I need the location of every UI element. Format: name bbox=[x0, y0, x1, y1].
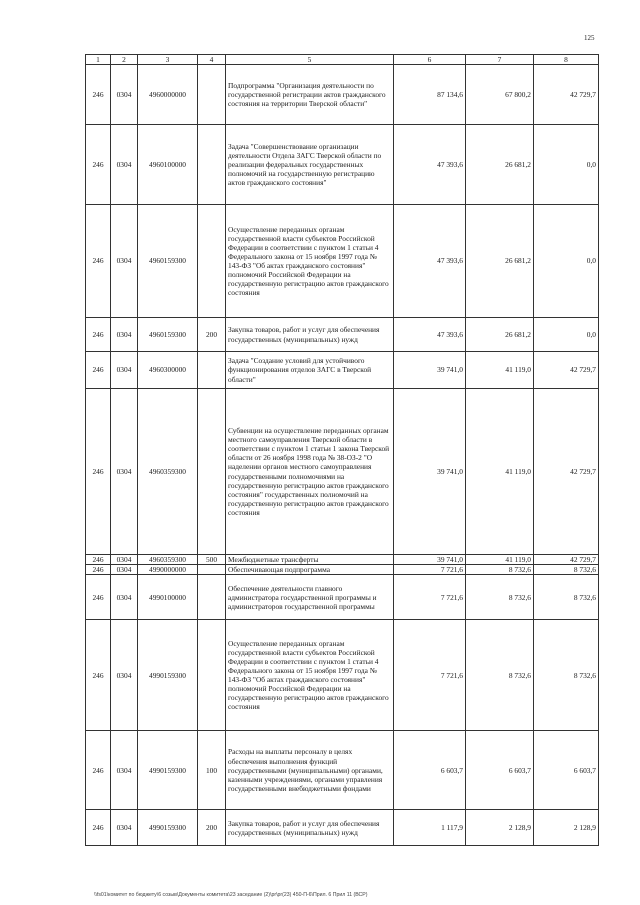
cell-csr: 4960359300 bbox=[138, 389, 198, 555]
cell-amount-2: 8 732,6 bbox=[466, 565, 534, 575]
table-row bbox=[86, 620, 599, 731]
cell-amount-1: 39 741,0 bbox=[394, 389, 466, 555]
cell-amount-2: 41 119,0 bbox=[466, 352, 534, 389]
cell-gr: 246 bbox=[86, 810, 111, 846]
cell-amount-2: 26 681,2 bbox=[466, 318, 534, 352]
cell-amount-2: 41 119,0 bbox=[466, 389, 534, 555]
cell-description: Субвенции на осуществление переданных органам местного самоуправления Тверской области в соответствии с пунктом 1 статьи 1 закона Тверской области от 26 ноября 1998 года № 38-ОЗ-2 "О наделении органов местного самоуправления государственными полномочиями на государственную регистрацию актов гражданского состояния" государственных полномочий на государственную регистрацию актов гражданского состояния bbox=[226, 389, 394, 555]
cell-gr: 246 bbox=[86, 125, 111, 205]
table-row bbox=[86, 125, 599, 205]
cell-amount-1: 47 393,6 bbox=[394, 205, 466, 318]
table-row bbox=[86, 575, 599, 620]
cell-amount-1: 87 134,6 bbox=[394, 65, 466, 125]
cell-rz-pr: 0304 bbox=[111, 125, 138, 205]
cell-amount-3: 42 729,7 bbox=[534, 352, 599, 389]
cell-vr bbox=[198, 65, 226, 125]
cell-amount-3: 0,0 bbox=[534, 318, 599, 352]
cell-rz-pr: 0304 bbox=[111, 65, 138, 125]
cell-amount-1: 1 117,9 bbox=[394, 810, 466, 846]
cell-amount-1: 39 741,0 bbox=[394, 555, 466, 565]
cell-csr: 4990000000 bbox=[138, 565, 198, 575]
cell-rz-pr: 0304 bbox=[111, 810, 138, 846]
cell-gr: 246 bbox=[86, 205, 111, 318]
cell-description: Обеспечение деятельности главного администратора государственной программы и администраторов государственной программы bbox=[226, 575, 394, 620]
cell-vr bbox=[198, 125, 226, 205]
cell-description: Закупка товаров, работ и услуг для обеспечения государственных (муниципальных) нужд bbox=[226, 810, 394, 846]
cell-description: Осуществление переданных органам государственной власти субъектов Российской Федерации в соответствии с пунктом 1 статьи 4 Федерального закона от 15 ноября 1997 года № 143-ФЗ "Об актах гражданского состояния" полномочий Российской Федерации на государственную регистрацию актов гражданского состояния bbox=[226, 620, 394, 731]
cell-amount-3: 8 732,6 bbox=[534, 565, 599, 575]
column-header: 7 bbox=[466, 55, 534, 65]
cell-amount-2: 26 681,2 bbox=[466, 205, 534, 318]
cell-gr: 246 bbox=[86, 352, 111, 389]
cell-description: Обеспечивающая подпрограмма bbox=[226, 565, 394, 575]
table-row bbox=[86, 205, 599, 318]
budget-table bbox=[85, 54, 599, 846]
cell-gr: 246 bbox=[86, 389, 111, 555]
cell-vr: 200 bbox=[198, 318, 226, 352]
cell-amount-2: 8 732,6 bbox=[466, 575, 534, 620]
cell-description: Задача "Создание условий для устойчивого функционирования отделов ЗАГС в Тверской области" bbox=[226, 352, 394, 389]
cell-amount-2: 26 681,2 bbox=[466, 125, 534, 205]
column-header: 3 bbox=[138, 55, 198, 65]
cell-csr: 4960159300 bbox=[138, 205, 198, 318]
footer-file-path: \\fs01\комитет по бюджету\6 созыв\Документы комитета\23 заседание (2)\pr\pr(23) 450-П-6\Прил. 6 Прил 11 (ВСР) bbox=[94, 892, 368, 898]
cell-description: Подпрограмма "Организация деятельности по государственной регистрации актов гражданского состояния на территории Тверской области" bbox=[226, 65, 394, 125]
cell-rz-pr: 0304 bbox=[111, 389, 138, 555]
cell-amount-3: 2 128,9 bbox=[534, 810, 599, 846]
cell-vr bbox=[198, 565, 226, 575]
cell-rz-pr: 0304 bbox=[111, 555, 138, 565]
cell-csr: 4960159300 bbox=[138, 318, 198, 352]
column-header: 2 bbox=[111, 55, 138, 65]
table-row bbox=[86, 389, 599, 555]
cell-rz-pr: 0304 bbox=[111, 620, 138, 731]
cell-csr: 4990159300 bbox=[138, 810, 198, 846]
cell-amount-3: 0,0 bbox=[534, 125, 599, 205]
cell-amount-2: 8 732,6 bbox=[466, 620, 534, 731]
cell-csr: 4990100000 bbox=[138, 575, 198, 620]
column-header: 8 bbox=[534, 55, 599, 65]
cell-description: Закупка товаров, работ и услуг для обеспечения государственных (муниципальных) нужд bbox=[226, 318, 394, 352]
cell-amount-2: 67 800,2 bbox=[466, 65, 534, 125]
cell-amount-3: 42 729,7 bbox=[534, 389, 599, 555]
column-header: 4 bbox=[198, 55, 226, 65]
cell-amount-1: 7 721,6 bbox=[394, 620, 466, 731]
column-header: 5 bbox=[226, 55, 394, 65]
table-row bbox=[86, 65, 599, 125]
cell-description: Межбюджетные трансферты bbox=[226, 555, 394, 565]
cell-amount-1: 47 393,6 bbox=[394, 318, 466, 352]
cell-gr: 246 bbox=[86, 575, 111, 620]
cell-csr: 4960100000 bbox=[138, 125, 198, 205]
cell-vr: 500 bbox=[198, 555, 226, 565]
cell-amount-3: 8 732,6 bbox=[534, 620, 599, 731]
cell-gr: 246 bbox=[86, 620, 111, 731]
cell-rz-pr: 0304 bbox=[111, 352, 138, 389]
cell-amount-3: 6 603,7 bbox=[534, 731, 599, 810]
cell-csr: 4960300000 bbox=[138, 352, 198, 389]
cell-csr: 4990159300 bbox=[138, 620, 198, 731]
cell-description: Расходы на выплаты персоналу в целях обеспечения выполнения функций государственными (муниципальными) органами, казенными учреждениями, органами управления государственными внебюджетными фондами bbox=[226, 731, 394, 810]
cell-amount-1: 7 721,6 bbox=[394, 575, 466, 620]
cell-gr: 246 bbox=[86, 65, 111, 125]
column-header: 1 bbox=[86, 55, 111, 65]
cell-vr bbox=[198, 389, 226, 555]
cell-amount-2: 6 603,7 bbox=[466, 731, 534, 810]
cell-vr: 200 bbox=[198, 810, 226, 846]
cell-gr: 246 bbox=[86, 555, 111, 565]
header-row bbox=[86, 55, 599, 65]
cell-gr: 246 bbox=[86, 318, 111, 352]
cell-amount-1: 47 393,6 bbox=[394, 125, 466, 205]
cell-amount-1: 7 721,6 bbox=[394, 565, 466, 575]
table-row bbox=[86, 318, 599, 352]
cell-csr: 4960000000 bbox=[138, 65, 198, 125]
cell-amount-1: 39 741,0 bbox=[394, 352, 466, 389]
cell-amount-3: 42 729,7 bbox=[534, 555, 599, 565]
cell-rz-pr: 0304 bbox=[111, 318, 138, 352]
column-header: 6 bbox=[394, 55, 466, 65]
cell-vr: 100 bbox=[198, 731, 226, 810]
cell-vr bbox=[198, 575, 226, 620]
cell-vr bbox=[198, 205, 226, 318]
cell-rz-pr: 0304 bbox=[111, 575, 138, 620]
cell-amount-3: 0,0 bbox=[534, 205, 599, 318]
page-number: 125 bbox=[584, 34, 595, 42]
cell-rz-pr: 0304 bbox=[111, 565, 138, 575]
cell-rz-pr: 0304 bbox=[111, 731, 138, 810]
table-row bbox=[86, 810, 599, 846]
cell-description: Задача "Совершенствование организации деятельности Отдела ЗАГС Тверской области по реализации федеральных государственных полномочий на государственную регистрацию актов гражданского состояния" bbox=[226, 125, 394, 205]
cell-vr bbox=[198, 620, 226, 731]
table-row bbox=[86, 352, 599, 389]
cell-amount-3: 42 729,7 bbox=[534, 65, 599, 125]
cell-amount-2: 41 119,0 bbox=[466, 555, 534, 565]
table-row bbox=[86, 731, 599, 810]
cell-gr: 246 bbox=[86, 731, 111, 810]
cell-amount-1: 6 603,7 bbox=[394, 731, 466, 810]
cell-rz-pr: 0304 bbox=[111, 205, 138, 318]
cell-amount-3: 8 732,6 bbox=[534, 575, 599, 620]
cell-amount-2: 2 128,9 bbox=[466, 810, 534, 846]
cell-gr: 246 bbox=[86, 565, 111, 575]
table-row bbox=[86, 565, 599, 575]
cell-csr: 4960359300 bbox=[138, 555, 198, 565]
cell-csr: 4990159300 bbox=[138, 731, 198, 810]
cell-description: Осуществление переданных органам государственной власти субъектов Российской Федерации в соответствии с пунктом 1 статьи 4 Федерального закона от 15 ноября 1997 года № 143-ФЗ "Об актах гражданского состояния" полномочий Российской Федерации на государственную регистрацию актов гражданского состояния bbox=[226, 205, 394, 318]
table-row bbox=[86, 555, 599, 565]
cell-vr bbox=[198, 352, 226, 389]
